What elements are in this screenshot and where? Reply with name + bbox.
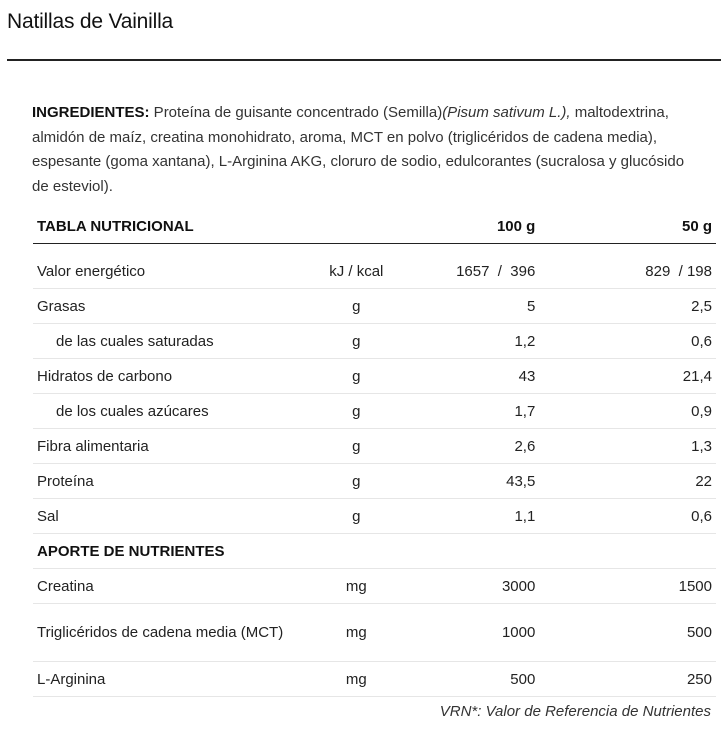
page-title: Natillas de Vainilla — [7, 10, 174, 33]
ingredients-label: INGREDIENTES: — [32, 104, 150, 121]
nutrition-table-header — [33, 210, 716, 244]
row-value-50g: 250 — [535, 662, 716, 697]
row-unit: g — [318, 324, 395, 359]
row-name: Fibra alimentaria — [33, 429, 318, 464]
row-value-100g: 1,7 — [395, 394, 535, 429]
row-value-100g: 1657 / 396 — [395, 254, 535, 289]
row-unit: kJ / kcal — [318, 254, 395, 289]
row-value-50g: 21,4 — [535, 359, 716, 394]
header-50g: 50 g — [535, 210, 716, 244]
ingredients-paragraph — [32, 101, 692, 199]
row-value-50g: 0,6 — [535, 324, 716, 359]
row-value-100g: 5 — [395, 289, 535, 324]
table-row-saturated — [33, 324, 716, 359]
row-value-100g: 1000 — [395, 604, 535, 662]
row-unit: g — [318, 499, 395, 534]
row-value-100g: 2,6 — [395, 429, 535, 464]
ingredients-text-2: maltodextrina, almidón de maíz, creatina monohidrato, aroma, MCT en polvo (triglicéridos de cadena media), espesante (goma xantana), L-Arginina AKG, cloruro de sodio, edulcorantes (sucralosa y glucósido de esteviol). — [32, 104, 685, 195]
table-row-fiber — [33, 429, 716, 464]
row-name: L-Arginina — [33, 662, 318, 697]
title-divider — [7, 59, 721, 61]
ingredients-text-1: Proteína de guisante concentrado (Semilla) — [149, 104, 443, 121]
row-value-50g: 829 / 198 — [535, 254, 716, 289]
table-row-energy — [33, 254, 716, 289]
nutrients-section-header — [33, 534, 716, 569]
row-unit: g — [318, 359, 395, 394]
row-name: Creatina — [33, 569, 318, 604]
row-unit: mg — [318, 662, 395, 697]
row-value-50g: 0,6 — [535, 499, 716, 534]
row-value-100g: 3000 — [395, 569, 535, 604]
row-unit: g — [318, 464, 395, 499]
row-name: Grasas — [33, 289, 318, 324]
section-title: APORTE DE NUTRIENTES — [33, 534, 716, 569]
row-value-100g: 43 — [395, 359, 535, 394]
row-value-50g: 1,3 — [535, 429, 716, 464]
row-value-50g: 2,5 — [535, 289, 716, 324]
row-unit: g — [318, 394, 395, 429]
row-unit: g — [318, 289, 395, 324]
table-row-fat — [33, 289, 716, 324]
table-row-carbs — [33, 359, 716, 394]
row-name: Valor energético — [33, 254, 318, 289]
table-row-sugars — [33, 394, 716, 429]
row-name: Triglicéridos de cadena media (MCT) — [33, 604, 318, 662]
header-unit-cell — [318, 210, 395, 244]
ingredients-latin-name: (Pisum sativum L.), — [442, 104, 571, 121]
table-title: TABLA NUTRICIONAL — [33, 210, 318, 244]
row-value-100g: 1,2 — [395, 324, 535, 359]
row-unit: g — [318, 429, 395, 464]
nutrition-table — [33, 210, 716, 697]
row-name: Hidratos de carbono — [33, 359, 318, 394]
header-100g: 100 g — [395, 210, 535, 244]
row-name: Sal — [33, 499, 318, 534]
table-row-salt — [33, 499, 716, 534]
vrn-footnote: VRN*: Valor de Referencia de Nutrientes — [439, 703, 711, 720]
table-row-mct — [33, 604, 716, 662]
row-value-50g: 22 — [535, 464, 716, 499]
row-name: Proteína — [33, 464, 318, 499]
row-value-50g: 1500 — [535, 569, 716, 604]
table-spacer — [33, 244, 716, 255]
table-row-protein — [33, 464, 716, 499]
row-unit: mg — [318, 569, 395, 604]
row-value-100g: 43,5 — [395, 464, 535, 499]
row-value-50g: 0,9 — [535, 394, 716, 429]
row-value-100g: 1,1 — [395, 499, 535, 534]
row-name: de las cuales saturadas — [33, 324, 318, 359]
row-value-50g: 500 — [535, 604, 716, 662]
row-unit: mg — [318, 604, 395, 662]
row-value-100g: 500 — [395, 662, 535, 697]
table-row-creatine — [33, 569, 716, 604]
row-name: de los cuales azúcares — [33, 394, 318, 429]
table-row-arginine — [33, 662, 716, 697]
